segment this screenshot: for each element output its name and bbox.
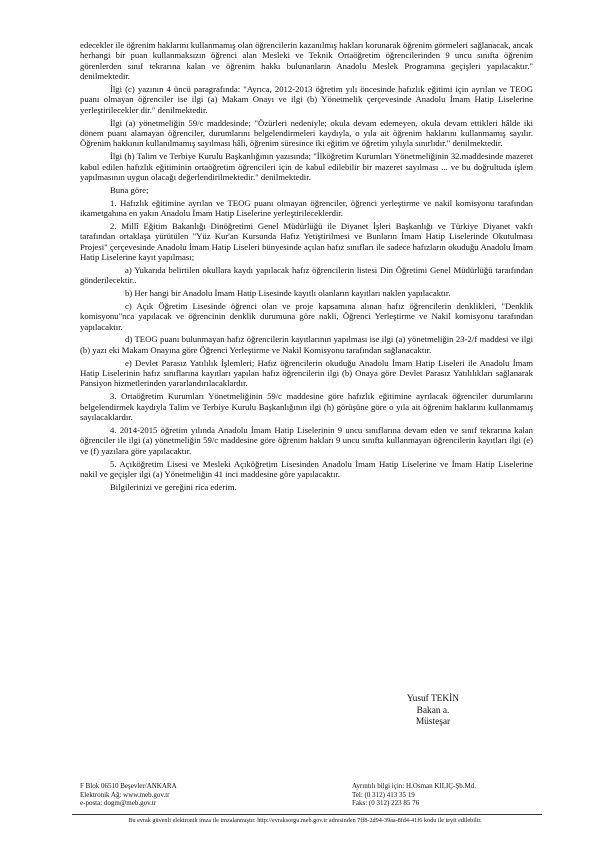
paragraph-ilgi-a: İlgi (a) yönetmeliğin 59/c maddesinde; "Özürleri nedeniyle; okula devam edemeyen, okula devam ettikleri hâlde iki dönem puanı alamayan öğrenciler, durumlarını belgelendirmeleri kaydıyla, o yıla ait öğrenim haklarını kullanmamış sayılır. Öğrenim hakkının kullanılmamış sayılması hâli, öğrenim süresince iki eğitim ve öğretim yılıyla sınırlıdır." denilmektedir. (80, 117, 533, 149)
sub-item-d: d) TEOG puanı bulunmayan hafız öğrencilerin kayıtlarının yapılması ise ilgi (a) yönetmeliğin 23-2/f maddesi ve ilgi (b) yazı eki Makam Onayına göre Öğrenci Yerleştirme ve Nakil Komisyonu tarafından sağlanacaktır. (80, 334, 533, 355)
signatory-title: Bakan a. (416, 705, 450, 716)
closing-line: Bilgilerinizi ve gereğini rica ederim. (110, 481, 237, 492)
paragraph-ilgi-c: İlgi (c) yazının 4 üncü paragrafında: "Ayrıca, 2012-2013 öğretim yılı öncesinde hafızlık eğitimi için ayrılan ve TEOG puanı olmayan öğrenciler ise ilgi (a) Makam Onayı ve ilgi (b) Yönetmelik çerçevesinde Anadolu İmam Hatip Liselerine yerleştirilecekler dir." denilmektedir. (80, 84, 533, 115)
paragraph-continuation: edecekler ile öğrenim haklarını kullanmamış olan öğrencilerin kazanılmış hakları korunarak öğrenim görmeleri sağlanacak, ancak herhangi bir puan kullanmaksızın öğrenci alan Mesleki ve Teknik Ortaöğretim öğrencilerinden 9 uncu sınıfta öğrenim görenlerden sınıf tekrarına kalan ve öğrenim hakkı bulunanların Anadolu Meslek Programına geçişleri yapılacaktır." denilmektedir. (80, 40, 533, 82)
sub-item-e: e) Devlet Parasız Yatılılık İşlemleri; Hafız öğrencilerin okuduğu Anadolu İmam Hatip Liseleri ile Anadolu İmam Hatip Liselerinin hafız sınıflarına kayıtları yapılan hafız öğrencilerin ilgi (b) Onaya göre Devlet Parasız Yatılılıkları sağlanarak Pansiyon hizmetlerinden yararlandırılacaklardır. (80, 357, 533, 389)
paragraph-buna-gore: Buna göre; (110, 184, 149, 195)
footer-contact-block (352, 782, 542, 808)
signatory-name: Yusuf TEKİN (406, 694, 460, 704)
sub-item-c: c) Açık Öğretim Lisesinde öğrenci olan ve proje kapsamına alınan hafız öğrencilerin denklikleri, "Denklik komisyonu"nca yapılacak ve öğrencinin denklik durumuna göre nakli, Öğrenci Yerleştirme ve Nakil komisyonu tarafından yapılacaktır. (80, 300, 533, 332)
sub-item-a: a) Yukarıda belirtilen okullara kaydı yapılacak hafız öğrencilerin listesi Din Öğretimi Genel Müdürlüğü taraıfından gönderilecektir.. (80, 264, 533, 286)
list-item-1: 1. Hafızlık eğitimine ayrılan ve TEOG puanı olmayan öğrenciler, öğrenci yerleştirme ve nakil komisyonu tarafından ikametgahına en yakın Anadolu İmam Hatip Liselerine yerleştirileceklerdir. (80, 197, 533, 219)
letter-body (80, 40, 533, 495)
footer-contact-person: Ayrıntılı bilgi için: H.Osman KILIÇ-Şb.Md. (352, 782, 476, 790)
list-item-2: 2. Millî Eğitim Bakanlığı Dinöğretimi Genel Müdürlüğü ile Diyanet İşleri Başkanlığı ve Türkiye Diyanet vakfı tarafından ortaklaşa yürütülen "Yüz Kur'an Kursunda Hafız Yetiştirilmesi ve Bunların İmam Hatip Liselerinde Okutulması Projesi" çerçevesinde Anadolu İmam Hatip Liseleri bünyesinde açılan hafız sınıfları ile sadece hafızların okuduğu Anadolu İmam Hatip Liselerine kayıt yapılması; (80, 220, 533, 263)
list-item-5: 5. Açıköğretim Lisesi ve Mesleki Açıköğretim Lisesinden Anadolu İmam Hatip Liselerine ve İmam Hatip Liselerine nakil ve geçişler ilgi (a) Yönetmeliğin 41 inci maddesine göre yapılacaktır. (80, 458, 533, 479)
footer-fax: Faks: (0 312) 223 85 76 (352, 799, 420, 808)
footer-email: e-posta: dogm@meb.gov.tr (80, 799, 157, 808)
sub-item-b: b) Her hangi bir Anadolu İmam Hatip Lisesinde kayıtlı olanların kayıtları naklen yapılacaktır. (125, 288, 451, 299)
footer-phone: Tel: (0 312) 413 35 19 (352, 790, 415, 799)
footer-address: F Blok 06510 Beşevler/ANKARA (80, 782, 177, 790)
paragraph-ilgi-h: İlgi (h) Talim ve Terbiye Kurulu Başkanlığının yazısında; "İlköğretim Kurumları Yönetmeliğinin 32.maddesinde mazeret kabul edilen hafızlık eğitiminin ortaöğretim öğrencileri için de kabul edilebilir bir mazeret sayılması ... ve bu doğrultuda işlem yapılmasının uygun olacağı değerlendirilmektedir." denilmektedir. (80, 151, 533, 183)
footer-web: Elektronik Ağ: www.meb.gov.tr (80, 790, 170, 799)
list-item-4: 4. 2014-2015 öğretim yılında Anadolu İmam Hatip Liselerinin 9 uncu sınıflarına devam eden ve sınıf tekrarına kalan öğrenciler ile ilgi (a) yönetmeliğin 59/c maddesine göre öğrenim hakları 9 uncu sınıfta kullanmayan öğrencilerin kayıtları ilgi (e) ve (f) yazılara göre yapılacaktır. (80, 424, 533, 456)
footer-address-block (80, 782, 310, 808)
signature-block (388, 694, 478, 729)
signatory-position: Müsteşar (415, 717, 451, 728)
list-item-3: 3. Ortaöğretim Kurumları Yönetmeliğinin 59/c maddesine göre hafızlık eğitimine ayrılacak öğrenciler durumlarını belgelendirmek kaydıyla Talim ve Terbiye Kurulu Başkanlığının ilgi (h) görüşüne göre o yıla ait öğrenim haklarını kullanmamış sayılacaklardır. (80, 391, 533, 423)
e-signature-verification-note: Bu evrak güvenli elektronik imza ile imzalanmıştır. http://evraksorgu.meb.gov.tr adresinden 7ff8-2d94-39aa-8fd4-41f6 kodu ile teyit edilebilir. (128, 817, 482, 824)
footer-divider (72, 814, 542, 815)
